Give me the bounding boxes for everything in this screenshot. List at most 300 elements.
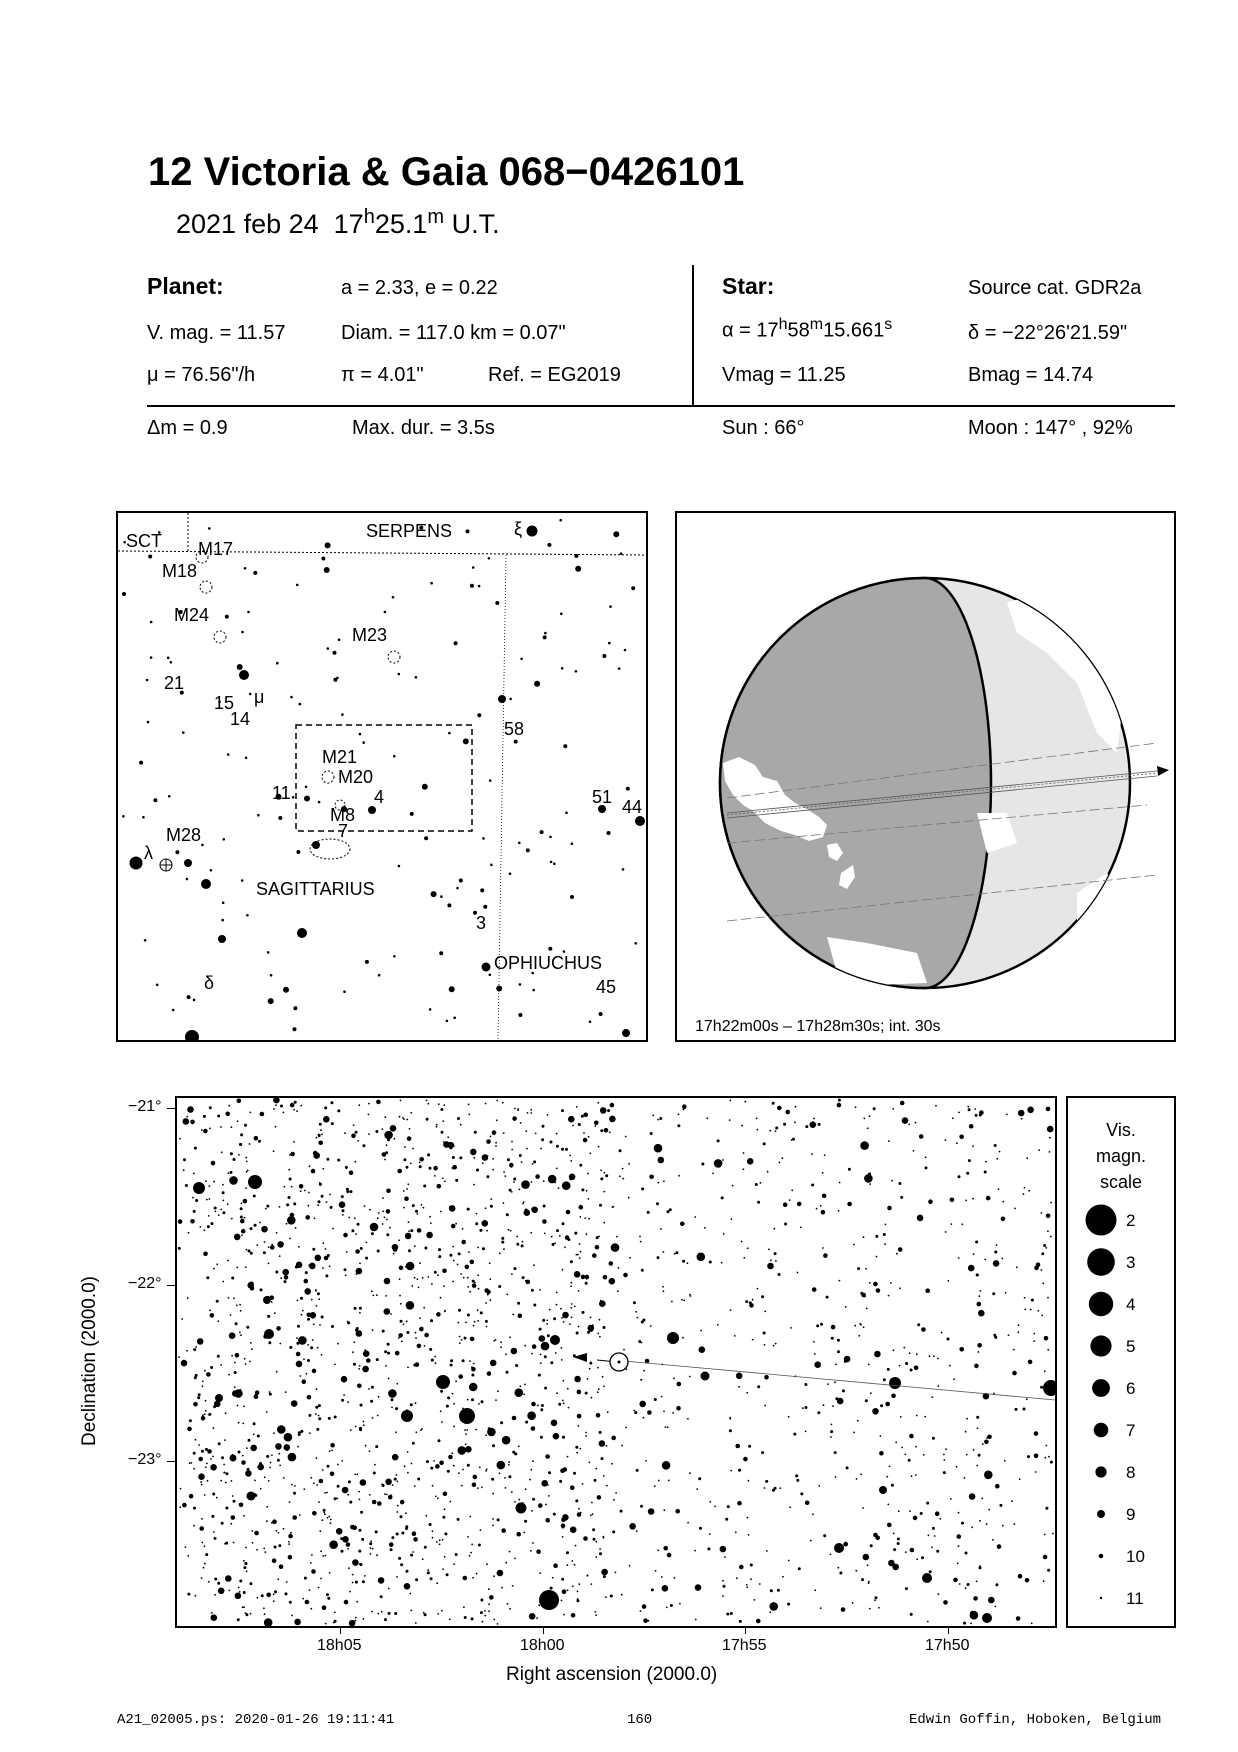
- ra-tick-18h05: 18h05: [317, 1637, 362, 1654]
- map-star: [579, 1448, 581, 1450]
- map-star: [206, 1199, 208, 1201]
- map-star: [243, 1591, 246, 1594]
- map-star: [463, 1576, 468, 1581]
- map-star: [204, 1229, 206, 1231]
- map-star: [615, 1492, 617, 1494]
- map-star: [350, 1190, 353, 1193]
- map-star: [429, 1216, 431, 1218]
- map-star: [179, 1138, 181, 1140]
- map-star: [544, 1355, 547, 1358]
- map-star: [539, 1590, 559, 1610]
- map-star: [405, 1233, 412, 1240]
- map-star: [225, 1472, 228, 1475]
- map-star: [541, 1342, 550, 1351]
- map-star: [875, 1235, 878, 1238]
- map-star: [531, 1208, 534, 1211]
- legend-magnitude-label: 6: [1126, 1379, 1136, 1398]
- map-star: [470, 1260, 475, 1265]
- map-star: [660, 1228, 662, 1230]
- map-star: [305, 1600, 310, 1605]
- map-star: [308, 1414, 311, 1417]
- map-star: [321, 1195, 324, 1198]
- map-star: [244, 1124, 247, 1127]
- map-star: [325, 1623, 327, 1625]
- map-star: [621, 1445, 623, 1447]
- map-star: [330, 1472, 335, 1477]
- map-star: [389, 1227, 391, 1229]
- map-star: [441, 1131, 444, 1134]
- map-star: [355, 1581, 358, 1584]
- finder-star: [563, 744, 567, 748]
- map-star: [409, 1593, 411, 1595]
- map-star: [316, 1305, 318, 1307]
- map-star: [366, 1358, 371, 1363]
- map-star: [975, 1241, 978, 1244]
- map-star: [902, 1117, 909, 1124]
- map-star: [449, 1205, 456, 1212]
- map-star: [291, 1484, 293, 1486]
- map-star: [895, 1441, 897, 1443]
- finder-star: [321, 557, 325, 561]
- map-star: [415, 1210, 418, 1213]
- map-star: [241, 1234, 243, 1236]
- map-star: [583, 1536, 588, 1541]
- map-star: [834, 1381, 836, 1383]
- map-star: [261, 1226, 268, 1233]
- map-star: [421, 1204, 423, 1206]
- map-star: [717, 1139, 720, 1142]
- finder-star: [201, 879, 211, 889]
- map-star: [909, 1510, 911, 1512]
- map-star: [244, 1562, 247, 1565]
- map-star: [183, 1118, 190, 1125]
- map-star: [362, 1144, 365, 1147]
- map-star: [427, 1276, 429, 1278]
- map-star: [371, 1386, 374, 1389]
- map-star: [284, 1433, 293, 1442]
- map-star: [225, 1575, 232, 1582]
- map-star: [194, 1147, 197, 1150]
- map-star: [531, 1353, 533, 1355]
- map-star: [578, 1326, 580, 1328]
- map-star: [388, 1588, 390, 1590]
- map-star: [246, 1447, 248, 1449]
- map-star: [201, 1129, 203, 1131]
- map-star: [405, 1512, 407, 1514]
- map-star: [722, 1595, 724, 1597]
- map-star: [1034, 1454, 1039, 1459]
- map-star: [549, 1604, 551, 1606]
- map-star: [1026, 1398, 1028, 1400]
- map-star: [590, 1317, 592, 1319]
- map-star: [1045, 1507, 1048, 1510]
- map-star: [289, 1501, 291, 1503]
- map-star: [321, 1519, 323, 1521]
- map-star: [366, 1242, 368, 1244]
- map-star: [219, 1396, 221, 1398]
- map-star: [373, 1295, 375, 1297]
- finder-star: [495, 601, 499, 605]
- map-star: [750, 1578, 752, 1580]
- table-horizontal-divider: [147, 405, 1175, 407]
- map-star: [388, 1495, 393, 1500]
- legend-dot: [1086, 1205, 1117, 1236]
- map-star: [567, 1456, 569, 1458]
- map-star: [187, 1427, 192, 1432]
- map-star: [764, 1344, 766, 1346]
- map-star: [400, 1320, 403, 1323]
- map-star: [1023, 1408, 1026, 1411]
- map-star: [406, 1409, 409, 1412]
- map-star: [925, 1288, 930, 1293]
- finder-star: [292, 796, 295, 799]
- map-star: [471, 1544, 473, 1546]
- map-star: [934, 1535, 936, 1537]
- y-axis-title: Declination (2000.0): [79, 1275, 100, 1447]
- map-star: [405, 1527, 408, 1530]
- map-star: [221, 1151, 223, 1153]
- finder-star: [392, 596, 395, 599]
- map-star: [407, 1306, 410, 1309]
- map-star: [357, 1223, 360, 1226]
- map-star: [259, 1462, 262, 1465]
- map-star: [800, 1492, 803, 1495]
- map-star: [1042, 1282, 1044, 1284]
- map-star: [570, 1286, 572, 1288]
- map-star: [730, 1470, 732, 1472]
- map-star: [286, 1203, 289, 1206]
- map-star: [187, 1297, 189, 1299]
- map-star: [290, 1213, 295, 1218]
- finder-label: ξ: [514, 519, 523, 539]
- finder-label: μ: [254, 687, 265, 707]
- map-star: [556, 1133, 558, 1135]
- map-star: [193, 1452, 196, 1455]
- map-star: [431, 1283, 433, 1285]
- map-star: [923, 1454, 925, 1456]
- map-star: [342, 1536, 349, 1543]
- map-star: [784, 1223, 787, 1226]
- map-star: [446, 1405, 449, 1408]
- map-star: [297, 1325, 300, 1328]
- map-star: [874, 1351, 881, 1358]
- map-star: [254, 1494, 257, 1497]
- map-star: [864, 1174, 873, 1183]
- map-star: [562, 1269, 564, 1271]
- map-star: [482, 1162, 484, 1164]
- map-star: [563, 1467, 568, 1472]
- map-star: [457, 1264, 459, 1266]
- map-star: [516, 1503, 527, 1514]
- map-star: [373, 1472, 376, 1475]
- map-star: [898, 1247, 903, 1252]
- finder-star: [488, 557, 491, 560]
- map-star: [605, 1596, 607, 1598]
- map-star: [1028, 1360, 1033, 1365]
- map-star: [395, 1407, 398, 1410]
- map-star: [414, 1245, 416, 1247]
- map-star: [455, 1380, 457, 1382]
- map-star: [540, 1354, 542, 1356]
- map-star: [1018, 1110, 1025, 1117]
- finder-star: [624, 649, 627, 652]
- map-star: [233, 1297, 235, 1299]
- map-star: [835, 1397, 838, 1400]
- map-star: [869, 1282, 871, 1284]
- map-star: [997, 1544, 1002, 1549]
- map-star: [1013, 1523, 1015, 1525]
- finder-star: [222, 902, 225, 905]
- map-star: [817, 1411, 820, 1414]
- map-star: [353, 1124, 355, 1126]
- map-star: [325, 1274, 328, 1277]
- map-star: [318, 1200, 321, 1203]
- map-star: [475, 1429, 477, 1431]
- map-star: [495, 1399, 497, 1401]
- map-star: [487, 1294, 489, 1296]
- map-star: [300, 1375, 302, 1377]
- map-star: [984, 1440, 989, 1445]
- map-star: [603, 1275, 608, 1280]
- map-star: [319, 1123, 322, 1126]
- map-star: [419, 1165, 422, 1168]
- map-star: [578, 1391, 581, 1394]
- map-star: [467, 1399, 469, 1401]
- map-star: [275, 1126, 277, 1128]
- finder-star: [305, 786, 308, 789]
- map-star: [741, 1125, 743, 1127]
- map-star: [206, 1463, 208, 1465]
- map-star: [594, 1125, 596, 1127]
- map-star: [500, 1421, 503, 1424]
- map-star: [965, 1552, 968, 1555]
- map-star: [404, 1583, 411, 1590]
- map-star: [369, 1542, 372, 1545]
- map-star: [351, 1229, 354, 1232]
- map-star: [561, 1578, 564, 1581]
- map-star: [419, 1317, 421, 1319]
- map-star: [575, 1545, 577, 1547]
- map-star: [636, 1469, 639, 1472]
- finder-star: [187, 995, 191, 999]
- map-star: [384, 1350, 387, 1353]
- map-star: [439, 1185, 441, 1187]
- legend-magnitude-label: 4: [1126, 1295, 1136, 1314]
- map-star: [323, 1512, 325, 1514]
- map-star: [600, 1107, 607, 1114]
- map-star: [337, 1485, 340, 1488]
- map-star: [959, 1583, 961, 1585]
- finder-star: [410, 812, 414, 816]
- map-star: [730, 1418, 732, 1420]
- map-star: [606, 1445, 608, 1447]
- map-star: [522, 1203, 524, 1205]
- map-star: [539, 1335, 546, 1342]
- map-star: [446, 1573, 449, 1576]
- map-star: [189, 1419, 192, 1422]
- map-star: [639, 1401, 646, 1408]
- map-star: [404, 1465, 406, 1467]
- map-star: [469, 1409, 472, 1412]
- map-star: [869, 1115, 871, 1117]
- map-star: [256, 1244, 258, 1246]
- map-star: [542, 1219, 547, 1224]
- map-star: [979, 1520, 981, 1522]
- map-star: [770, 1589, 773, 1592]
- map-star: [199, 1526, 204, 1531]
- map-star: [245, 1547, 247, 1549]
- map-star: [436, 1582, 438, 1584]
- map-star: [967, 1106, 969, 1108]
- map-star: [744, 1101, 746, 1103]
- map-star: [530, 1232, 532, 1234]
- map-star: [188, 1232, 190, 1234]
- map-star: [613, 1499, 615, 1501]
- map-star: [231, 1126, 233, 1128]
- map-star: [558, 1187, 560, 1189]
- map-star: [464, 1616, 467, 1619]
- map-star: [994, 1144, 997, 1147]
- map-star: [329, 1572, 331, 1574]
- map-star: [386, 1189, 391, 1194]
- map-star: [276, 1371, 278, 1373]
- map-star: [585, 1392, 588, 1395]
- map-star: [283, 1528, 285, 1530]
- map-star: [289, 1238, 291, 1240]
- finder-star: [249, 693, 252, 696]
- map-star: [709, 1533, 711, 1535]
- map-star: [556, 1304, 558, 1306]
- map-star: [1002, 1258, 1004, 1260]
- map-star: [1013, 1349, 1015, 1351]
- map-star: [599, 1319, 601, 1321]
- map-star: [193, 1468, 195, 1470]
- finder-star: [398, 673, 401, 676]
- map-star: [375, 1130, 378, 1133]
- map-star: [832, 1405, 834, 1407]
- map-star: [656, 1202, 659, 1205]
- map-star: [266, 1506, 268, 1508]
- map-star: [578, 1508, 580, 1510]
- map-star: [438, 1255, 441, 1258]
- finder-label: SAGITTARIUS: [256, 879, 375, 899]
- map-star: [206, 1276, 209, 1279]
- map-star: [593, 1538, 596, 1541]
- map-star: [569, 1155, 571, 1157]
- map-star: [599, 1440, 606, 1447]
- map-star: [764, 1311, 766, 1313]
- map-star: [625, 1427, 627, 1429]
- map-star: [376, 1294, 378, 1296]
- map-star: [453, 1260, 455, 1262]
- map-star: [889, 1377, 901, 1389]
- map-star: [563, 1321, 565, 1323]
- map-star: [370, 1553, 372, 1555]
- map-star: [563, 1380, 565, 1382]
- map-star: [317, 1292, 320, 1295]
- map-star: [349, 1591, 351, 1593]
- finder-star: [146, 679, 149, 682]
- map-star: [317, 1204, 319, 1206]
- map-star: [440, 1108, 443, 1111]
- map-star: [299, 1514, 301, 1516]
- map-star: [181, 1360, 188, 1367]
- map-star: [953, 1378, 955, 1380]
- map-star: [413, 1537, 418, 1542]
- map-star: [238, 1451, 241, 1454]
- map-star: [932, 1527, 935, 1530]
- map-star: [965, 1587, 967, 1589]
- map-star: [311, 1299, 313, 1301]
- map-star: [541, 1597, 543, 1599]
- map-star: [916, 1415, 918, 1417]
- map-star: [282, 1269, 289, 1276]
- map-star: [876, 1256, 878, 1258]
- finder-star: [343, 990, 346, 993]
- map-star: [193, 1525, 195, 1527]
- map-star: [853, 1244, 855, 1246]
- map-star: [249, 1143, 251, 1145]
- finder-label: 14: [230, 709, 251, 729]
- map-star: [506, 1213, 509, 1216]
- map-star: [292, 1515, 297, 1520]
- map-star: [576, 1452, 578, 1454]
- map-star: [396, 1533, 399, 1536]
- map-star: [524, 1345, 526, 1347]
- map-star: [337, 1464, 339, 1466]
- map-star: [268, 1341, 271, 1344]
- map-star: [269, 1393, 272, 1396]
- map-star: [288, 1196, 291, 1199]
- finder-star: [431, 891, 437, 897]
- map-star: [309, 1264, 312, 1267]
- map-star: [770, 1259, 772, 1261]
- map-star: [362, 1368, 364, 1370]
- map-star: [689, 1376, 691, 1378]
- map-star: [274, 1312, 276, 1314]
- map-star: [687, 1418, 689, 1420]
- map-star: [197, 1396, 200, 1399]
- map-star: [663, 1251, 665, 1253]
- map-star: [394, 1478, 397, 1481]
- map-star: [524, 1384, 526, 1386]
- map-star: [455, 1179, 458, 1182]
- planet-diameter: Diam. = 117.0 km = 0.07": [341, 322, 566, 344]
- map-star: [341, 1195, 344, 1198]
- finder-label: M24: [174, 605, 210, 625]
- map-star: [356, 1330, 363, 1337]
- map-star: [511, 1149, 513, 1151]
- map-star: [609, 1278, 616, 1285]
- map-star: [410, 1229, 413, 1232]
- map-star: [892, 1108, 894, 1110]
- map-star: [200, 1481, 202, 1483]
- map-star: [861, 1578, 864, 1581]
- map-star: [214, 1537, 217, 1540]
- finder-star: [514, 740, 518, 744]
- finder-star: [453, 1017, 456, 1020]
- map-star: [749, 1303, 754, 1308]
- map-star: [530, 1112, 532, 1114]
- map-star: [266, 1593, 271, 1598]
- map-star: [353, 1341, 355, 1343]
- map-star: [860, 1141, 869, 1150]
- map-star: [910, 1613, 913, 1616]
- map-star: [492, 1158, 494, 1160]
- map-star: [386, 1494, 388, 1496]
- finder-star: [325, 542, 331, 548]
- map-star: [757, 1129, 759, 1131]
